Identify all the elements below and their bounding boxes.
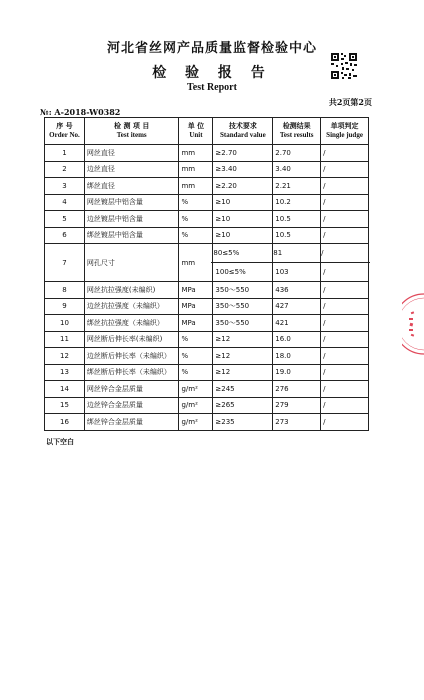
standard-value-1: 80≤5%	[211, 244, 274, 263]
column-header-result: 检测结果 Test results	[273, 118, 321, 145]
column-header-judge: 单项判定 Single judge	[321, 118, 369, 145]
report-title-cn: 检 验 报 告	[152, 65, 272, 81]
column-header-unit: 单 位 Unit	[179, 118, 213, 145]
results-table	[44, 117, 369, 431]
red-seal-stamp-icon	[402, 292, 424, 356]
report-number: №: A-2018-W0382	[40, 107, 121, 117]
table-row: 7 网孔尺寸 mm 80≤5% 100≤5% 81 103 / /	[45, 244, 369, 282]
organization-name: 河北省丝网产品质量监督检验中心	[106, 41, 317, 56]
table-row: 12 边丝断后伸长率（未编织） % ≥12 18.0 /	[45, 348, 369, 365]
report-title-en: Test Report	[187, 82, 237, 93]
table-row: 16 绑丝锌合金层质量 g/m² ≥235 273 /	[45, 414, 369, 431]
table-row: 9 边丝抗拉强度（未编织） MPa 350～550 427 /	[45, 298, 369, 315]
test-result-2: 103	[275, 268, 289, 276]
qr-code-icon	[330, 52, 358, 80]
table-row: 3 绑丝直径 mm ≥2.20 2.21 /	[45, 178, 369, 195]
table-row: 1 网丝直径 mm ≥2.70 2.70 /	[45, 145, 369, 162]
table-row: 2 边丝直径 mm ≥3.40 3.40 /	[45, 161, 369, 178]
judge-1: /	[319, 244, 370, 263]
table-row: 15 边丝锌合金层质量 g/m² ≥265 279 /	[45, 397, 369, 414]
column-header-item: 检 测 项 目 Test items	[84, 118, 179, 145]
page-info: 共2页第2页	[328, 97, 372, 107]
test-result-1: 81	[271, 244, 322, 263]
table-row: 6 绑丝镀层中铝含量 % ≥10 10.5 /	[45, 227, 369, 244]
column-header-order: 序 号 Order No.	[45, 118, 85, 145]
table-row: 13 绑丝断后伸长率（未编织） % ≥12 19.0 /	[45, 364, 369, 381]
table-row: 5 边丝镀层中铝含量 % ≥10 10.5 /	[45, 211, 369, 228]
blank-below-note: 以下空白	[46, 437, 74, 446]
table-header-row	[45, 118, 369, 145]
judge-2: /	[323, 268, 326, 276]
column-header-standard: 技术要求 Standard value	[213, 118, 273, 145]
table-row: 11 网丝断后伸长率(未编织) % ≥12 16.0 /	[45, 331, 369, 348]
table-row: 8 网丝抗拉强度(未编织) MPa 350～550 436 /	[45, 282, 369, 299]
table-row: 10 绑丝抗拉强度（未编织） MPa 350～550 421 /	[45, 315, 369, 332]
table-row: 4 网丝镀层中铝含量 % ≥10 10.2 /	[45, 194, 369, 211]
standard-value-2: 100≤5%	[215, 268, 246, 276]
table-row: 14 网丝锌合金层质量 g/m² ≥245 276 /	[45, 381, 369, 398]
